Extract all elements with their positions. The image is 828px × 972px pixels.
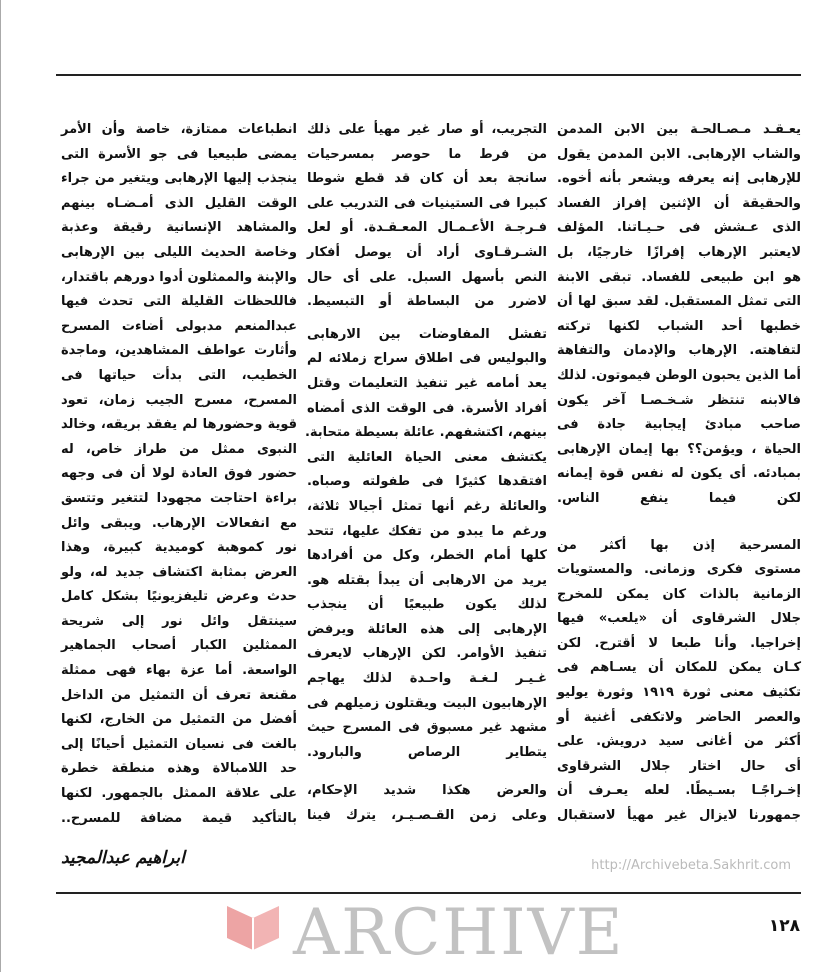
text-line: أفضل من التمثيل من الخارج، لكنها: [61, 712, 297, 728]
text-line: حضور فوق العادة لولا أن فى وجهه: [61, 466, 297, 482]
text-line: إخراجيا. وأنا طبعا لا أقترح. لكن: [557, 635, 801, 651]
text-line: الذى عـشش فى حـيـاتنا. المؤلف: [557, 220, 801, 236]
text-line: المسرحية إذن بها أكثر من: [557, 537, 801, 553]
text-line: التجريب، أو صار غير مهيأ على ذلك: [307, 122, 547, 137]
text-line: نور كموهبة كوميدية كبيرة، وهذا: [61, 540, 297, 556]
text-line: والحقيقة أن الإثنين إفراز الفساد: [557, 195, 801, 211]
text-line: وخاصة الحديث الليلى بين الإرهابى: [61, 244, 297, 260]
text-line: تنفيذ الأوامر. لكن الإرهاب لايعرف: [307, 646, 547, 662]
text-line: وعلى زمن القـصـيـر، يترك فينا: [307, 808, 547, 824]
text-line: يتطاير الرصاص والبارود.: [307, 744, 547, 760]
text-line: خطبها أحد الشباب لكنها تركته: [557, 318, 801, 334]
text-line: لكن فيما ينفع الناس.: [557, 490, 801, 506]
text-line: يعـقـد مـصـالحـة بين الابن المدمن: [557, 122, 801, 137]
text-line: قوية وحضورها لم يفقد بريقه، وخالد: [61, 417, 297, 433]
text-line: العرض بمثابة اكتشاف جديد له، ولو: [61, 564, 297, 580]
text-line: والإبنة والممثلون أدوا دورهم باقتدار،: [60, 269, 297, 285]
text-line: عبدالمنعم مدبولى أضاءت المسرح: [61, 318, 297, 334]
text-line: بمبادئه. أى يكون له نفس قوة إيمانه: [557, 466, 801, 482]
text-line: كبيرا فى الستينيات فى التدريب على: [307, 195, 547, 211]
text-line: الخطيب، التى بدأت حياتها فى: [61, 367, 297, 383]
text-line: مستوى فكرى وزمانى. والمستويات: [557, 562, 801, 578]
text-line: فـرجـة الأعـمـال المعـقـدة. أو لعل: [307, 220, 547, 236]
text-line: تكثيف معنى ثورة ١٩١٩ وثورة يوليو: [557, 685, 801, 701]
text-line: الزمانية بالذات كان يمكن للمخرج: [557, 586, 801, 602]
text-line: والعصر الحاضر ولاتكفى أغنية أو: [557, 709, 801, 725]
text-line: بينهم، اكتشفهم. عائلة بسيطة متحابة.: [304, 425, 547, 441]
watermark-url: http://Archivebeta.Sakhrit.com: [591, 858, 791, 873]
text-line: الواسعة. أما عزة بهاء فهى ممثلة: [61, 663, 297, 679]
text-line: كـان يمكن للمكان أن يسـاهم فى: [557, 660, 801, 676]
bottom-rule: [56, 892, 801, 894]
text-line: لايعتبر الإرهاب إفرازًا خارجيًا، بل: [557, 244, 801, 260]
text-line: صاحب مبادئ إيجابية جادة فى: [557, 417, 801, 433]
article-column-middle: [304, 118, 547, 829]
text-line: يمضى طبيعيا فى جو الأسرة التى: [61, 146, 297, 162]
text-line: مشهد غير مسبوق فى المسرح حيث: [307, 720, 547, 736]
text-line: الممثلين الكبار أصحاب الجماهير: [61, 638, 297, 654]
text-line: ورغم ما يبدو من تفكك عليها، تتحد: [307, 523, 547, 539]
text-line: والمشاهد الإنسانية رقيقة وعذبة: [61, 220, 297, 236]
article-column-right: [557, 118, 801, 829]
text-line: بالغت فى نسيان التمثيل أحيانًا إلى: [61, 736, 297, 752]
text-line: للإرهابى إنه يعرفه ويشعر بأنه أخوه.: [557, 171, 801, 187]
text-line: كلها أمام الخطر، وكل من أفرادها: [307, 548, 547, 564]
top-rule: [56, 74, 801, 76]
paragraph: [307, 779, 547, 828]
text-line: لتفاهته. الإرهاب والإدمان والتفاهة: [557, 343, 801, 359]
paragraph: [304, 323, 547, 766]
text-line: لاضرر من البساطة أو التبسيط.: [307, 294, 547, 310]
text-line: ينجذب إليها الإرهابى ويتغير من جراء: [61, 171, 297, 187]
text-line: مقنعة تعرف أن التمثيل من الداخل: [61, 687, 297, 703]
watermark-text: ARCHIVE: [293, 896, 625, 970]
text-line: حد اللامبالاة وهذه منطقة خطرة: [61, 761, 297, 777]
text-line: والشاب الإرهابى. الابن المدمن يقول: [557, 146, 801, 162]
author-signature: ابراهيم عبدالمجيد: [61, 848, 185, 868]
text-line: التى تمثل المستقبل. لقد سبق لها أن: [557, 294, 801, 310]
text-line: النبوى ممثل من طراز خاص، له: [61, 441, 297, 457]
text-line: والبوليس فى اطلاق سراح زملائه لم: [307, 351, 547, 367]
text-line: أكثر من أغانى سيد درويش. على: [557, 734, 801, 750]
text-line: افتقدها كثيرًا فى طفولته وصباه.: [307, 474, 547, 490]
text-line: الإرهابيون البيت ويقتلون زميلهم فى: [307, 695, 547, 711]
text-line: سينتقل وائل نور إلى شريحة: [61, 613, 297, 629]
paragraph: [557, 118, 801, 512]
text-line: إخـراجًـا بسـيطًا. لعله يعـرف أن: [557, 783, 801, 799]
text-line: الإرهابى إلى هذه العائلة ويرفض: [307, 621, 547, 637]
text-line: من فرط ما حوصر بمسرحيات: [307, 146, 547, 162]
text-line: يريد من الارهابى أن يبدأ بقتله هو.: [307, 572, 547, 588]
text-line: تفشل المفاوضات بين الارهابى: [307, 326, 547, 342]
text-line: يعد أمامه غير تنفيذ التعليمات وقتل: [307, 375, 547, 391]
paragraph: [557, 534, 801, 829]
text-line: والعرض هكذا شديد الإحكام،: [307, 783, 547, 799]
text-line: وأثارت عواطف المشاهدين، وماجدة: [61, 343, 297, 359]
text-line: جلال الشرقاوى أن «يلعب» فيها: [557, 611, 801, 627]
text-line: الشـرقـاوى أراد أن يوصل أفكار: [307, 244, 547, 260]
text-line: هو ابن طبيعى للفساد. تبقى الابنة: [557, 269, 801, 285]
paragraph: [307, 118, 547, 315]
text-line: غـيـر لـغـة واحـدة لذلك يهاجم: [307, 671, 547, 687]
text-line: جمهورنا لايزال غير مهيأ لاستقبال: [557, 808, 801, 824]
text-line: براءة احتاجت مجهودا لتتغير وتتسق: [61, 490, 297, 506]
paragraph: [61, 118, 297, 831]
article-column-left: [61, 118, 297, 831]
text-line: على علاقة الممثل بالجمهور. لكنها: [61, 786, 297, 802]
text-line: سانجة بعد أن كان قد قطع شوطا: [307, 171, 547, 187]
text-line: فاللحظات القليلة التى تحدث فيها: [61, 294, 297, 310]
text-line: فالابنه تنتظر شـخـصـا آخر يكون: [557, 392, 801, 408]
text-line: النص بأسهل السبل. على أى حال: [307, 269, 547, 285]
text-line: انطباعات ممتازة، خاصة وأن الأمر: [61, 122, 297, 137]
text-line: يكتشف معنى الحياة العائلية التى: [307, 449, 547, 465]
text-line: والعائلة رغم أنها تمثل أجيالا ثلاثة،: [307, 498, 547, 514]
text-line: الوقت القليل الذى أمـضـاه بينهم: [61, 195, 297, 211]
text-line: أفراد الأسرة. فى الوقت الذى أمضاه: [307, 400, 547, 416]
text-line: المسرح، مسرح الجيب زمان، تعود: [61, 392, 297, 408]
open-book-logo-icon: [223, 904, 283, 954]
text-line: الحياة ، ويؤمن؟؟ بها إيمان الإرهابى: [557, 441, 801, 457]
page-number: ١٢٨: [768, 916, 800, 936]
text-line: بالتأكيد قيمة مضافة للمسرح..: [61, 810, 297, 826]
text-line: أما الذين يحبون الوطن فيموتون. لذلك: [557, 367, 801, 383]
text-line: أى حال اختار جلال الشرقاوى: [557, 758, 801, 774]
text-line: حدث وعرض تليفزيونيًا بشكل كامل: [61, 589, 297, 605]
text-line: مع انفعالات الإرهاب. ويبقى وائل: [61, 515, 297, 531]
text-line: لذلك يكون طبيعيًا أن ينجذب: [307, 597, 547, 613]
